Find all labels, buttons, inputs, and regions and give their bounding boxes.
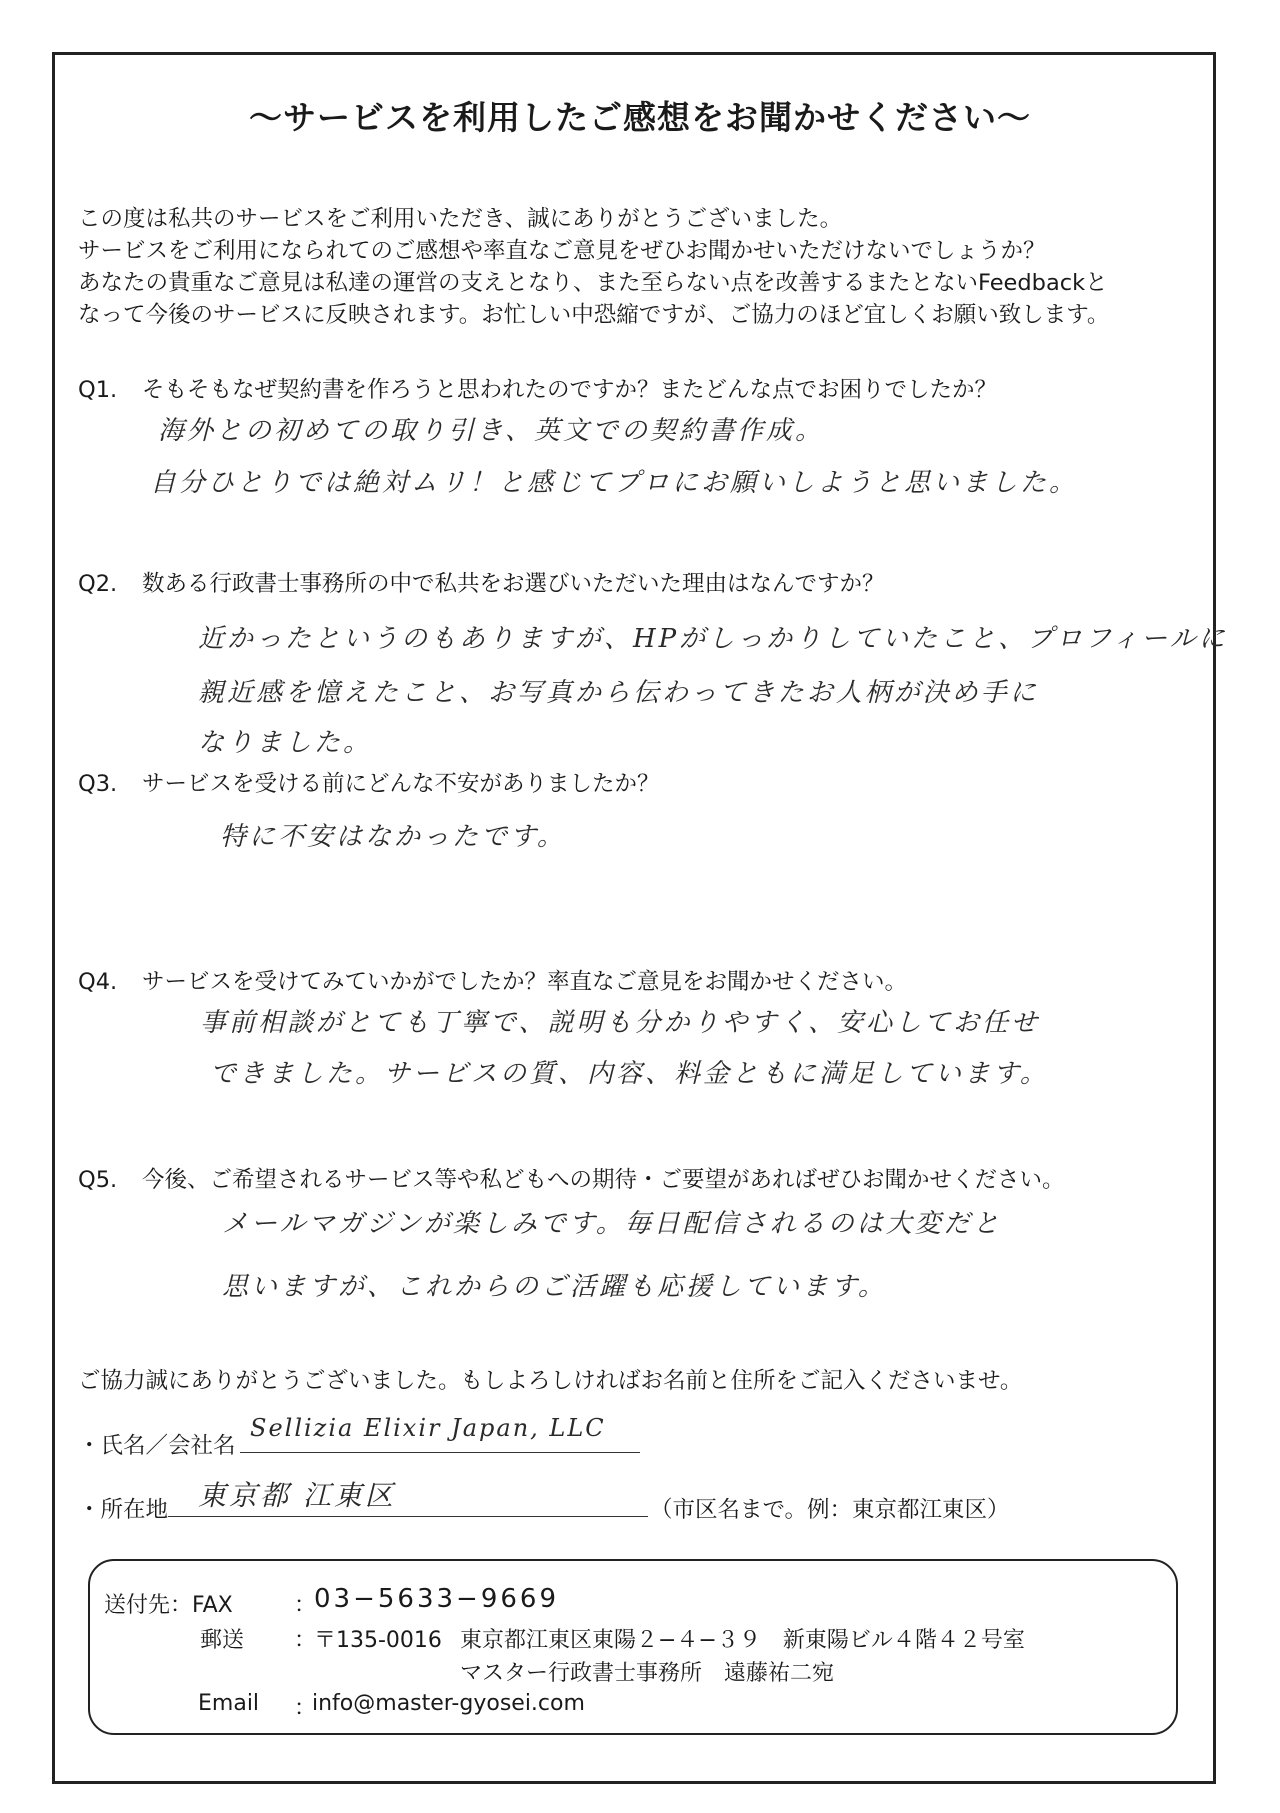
fax-number: 03−5633−9669 <box>314 1584 559 1614</box>
address-label: ・所在地 <box>78 1497 169 1523</box>
answer-1-line-2: 自分ひとりでは絶対ムリ！と感じてプロにお願いしようと思いました。 <box>150 468 1079 498</box>
intro-line: あなたの貴重なご意見は私達の運営の支えとなり、また至らない点を改善するまたとないFeedbackと <box>78 270 1108 296</box>
office-name: マスター行政書士事務所 遠藤祐二宛 <box>460 1661 835 1686</box>
question-text: 数ある行政書士事務所の中で私共をお選びいただいた理由はなんですか？ <box>142 571 885 597</box>
answer-4-line-2: できました。サービスの質、内容、料金ともに満足しています。 <box>210 1059 1049 1089</box>
question-3 <box>78 766 660 798</box>
question-text: そもそもなぜ契約書を作ろうと思われたのですか？またどんな点でお困りでしたか？ <box>142 377 998 403</box>
intro-text <box>78 203 1208 331</box>
email-colon: ： <box>294 1696 317 1721</box>
question-2 <box>78 566 885 598</box>
question-number: Q5. <box>78 1167 118 1193</box>
closing-text: ご協力誠にありがとうございました。もしよろしければお名前と住所をご記入くださいませ。 <box>78 1368 1023 1394</box>
name-underline <box>240 1452 640 1453</box>
answer-2-line-3: なりました。 <box>198 728 373 758</box>
address-underline <box>168 1516 648 1517</box>
answer-4-line-1: 事前相談がとても丁寧で、説明も分かりやすく、安心してお任せ <box>200 1008 1040 1038</box>
answer-3-line-1: 特に不安はなかったです。 <box>220 822 566 852</box>
name-value: Sellizia Elixir Japan, LLC <box>250 1414 606 1442</box>
answer-5-line-2: 思いますが、これからのご活躍も応援しています。 <box>222 1272 887 1302</box>
name-label: ・氏名／会社名 <box>78 1433 236 1459</box>
mail-address: 東京都江東区東陽２−４−３９ 新東陽ビル４階４２号室 <box>460 1628 1025 1653</box>
question-text: 今後、ご希望されるサービス等や私どもへの期待・ご要望があればぜひお聞かせください。 <box>142 1167 1065 1193</box>
question-text: サービスを受ける前にどんな不安がありましたか？ <box>142 771 660 797</box>
question-number: Q4. <box>78 969 118 995</box>
answer-5-line-1: メールマガジンが楽しみです。毎日配信されるのは大変だと <box>222 1209 1002 1239</box>
mail-colon: ： <box>294 1628 317 1653</box>
question-text: サービスを受けてみていかがでしたか？率直なご意見をお聞かせください。 <box>142 969 908 995</box>
address-value: 東京都 江東区 <box>198 1479 396 1512</box>
postal-code: 〒135-0016 <box>314 1628 442 1653</box>
email-label: Email <box>198 1691 260 1716</box>
question-1 <box>78 372 997 404</box>
answer-2-line-1: 近かったというのもありますが、HPがしっかりしていたこと、プロフィールに <box>198 624 1228 654</box>
answer-2-line-2: 親近感を憶えたこと、お写真から伝わってきたお人柄が決め手に <box>198 678 1039 708</box>
mail-label: 郵送 <box>200 1628 245 1653</box>
intro-line: なって今後のサービスに反映されます。お忙しい中恐縮ですが、ご協力のほど宜しくお願い致します。 <box>78 302 1110 328</box>
question-number: Q2. <box>78 571 118 597</box>
question-5 <box>78 1162 1065 1194</box>
intro-line: この度は私共のサービスをご利用いただき、誠にありがとうございました。 <box>78 206 843 232</box>
answer-1-line-1: 海外との初めての取り引き、英文での契約書作成。 <box>158 416 824 446</box>
address-note: （市区名まで。例：東京都江東区） <box>650 1497 1010 1523</box>
question-number: Q1. <box>78 377 118 403</box>
question-4 <box>78 964 907 996</box>
email-address: info@master-gyosei.com <box>312 1691 585 1716</box>
intro-line: サービスをご利用になられてのご感想や率直なご意見をぜひお聞かせいただけないでしょうか？ <box>78 238 1046 264</box>
send-label: 送付先：FAX <box>104 1593 233 1618</box>
fax-colon: ： <box>294 1593 317 1618</box>
question-number: Q3. <box>78 771 118 797</box>
page-title: 〜サービスを利用したご感想をお聞かせください〜 <box>249 98 1031 137</box>
